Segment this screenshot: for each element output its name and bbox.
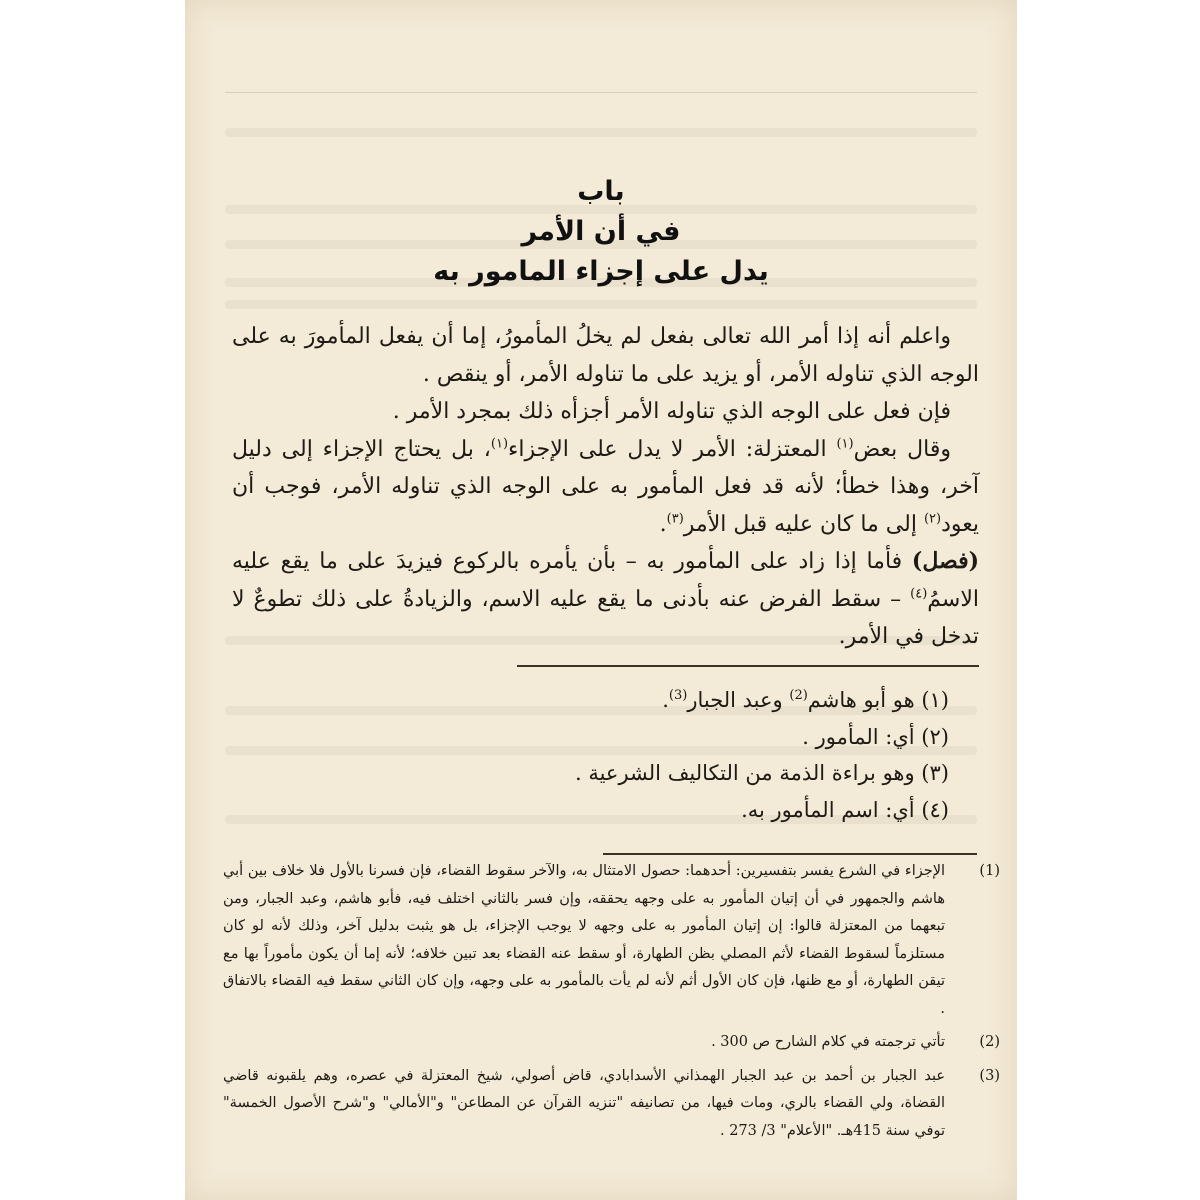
note-1-text: . [662, 688, 669, 712]
book-page [185, 0, 1017, 1200]
footnote-marker: (٣) [666, 511, 684, 527]
bleed-through-line [225, 300, 977, 309]
main-text [232, 318, 979, 656]
footnote-2 [223, 1029, 1000, 1057]
heading-line-1: باب [577, 176, 625, 207]
footnote-marker: (3) [668, 688, 688, 703]
paragraph-3-text: وقال بعض [853, 436, 951, 462]
heading-line-2: في أن الأمر [521, 216, 681, 247]
section-label: (فصل) [911, 548, 979, 574]
paragraph-4 [232, 543, 979, 656]
footnote-marker: (١) [490, 436, 509, 452]
paragraph-2: فإن فعل على الوجه الذي تناوله الأمر أجزأه ذلك بمجرد الأمر . [392, 399, 951, 424]
chapter-heading [185, 172, 1017, 292]
heading-line-3: يدل على إجزاء المامور به [433, 256, 769, 287]
footnote-number: (3) [979, 1067, 1000, 1084]
footnotes-divider [603, 853, 977, 855]
note-4: (٤) أي: اسم المأمور به. [741, 797, 949, 822]
paragraph-3-text: المعتزلة: الأمر لا يدل على الإجزاء [508, 436, 837, 462]
footnote-1 [223, 858, 1000, 1023]
paragraph-3-text: إلى ما كان عليه قبل الأمر [683, 511, 924, 537]
note-1-text: وعبد الجبار [687, 688, 790, 712]
footnote-3 [223, 1063, 1000, 1146]
notes-divider [517, 665, 979, 667]
footnote-marker: (2) [789, 688, 808, 703]
footnote-marker: (١) [836, 436, 854, 452]
note-1 [405, 682, 949, 719]
paragraph-3-text: . [659, 511, 667, 537]
note-3: (٣) وهو براءة الذمة من التكاليف الشرعية . [574, 761, 949, 786]
note-2: (٢) أي: المأمور . [802, 724, 949, 749]
footnote-marker: (٢) [923, 511, 942, 527]
footnote-marker: (٤) [910, 586, 928, 602]
paragraph-3-text: ، بل يحتاج الإجزاء إلى دليل آخر، وهذا خطأ؛ لأنه قد فعل المأمور به على الوجه الذي تناوله الأمر، فوجب أن يعود [232, 436, 979, 537]
footnote-text: الإجزاء في الشرع يفسر بتفسيرين: أحدهما: حصول الامتثال به، والآخر سقوط القضاء، فإن فسرنا بالأول فلا خلاف بين أبي هاشم والجمهور في أن إتيان المأمور به على وجهه يحققه، وإن فسر بالثاني اختلف فيه، فأبو هاشم، وعبد الجبار، ومن تبعهما من المعتزلة قالوا: إن إتيان المأمور به على وجهه لا يوجب الإجزاء، بل هو يثبت بدليل آخر، وذلك لأنه لو كان مستلزماً لسقوط القضاء لأثم المصلي بظن الطهارة، أو سقط عنه القضاء بعد تبين خلافه؛ لأنه إما أن يكون مأموراً بها مع تيقن الطهارة، أو مع ظنها، فإن كان الأول أثم لأنه لم يأت بالمأمور به على وجهه، وإن كان الثاني سقط فيه القضاء بالاتفاق . [223, 863, 945, 1017]
paragraph-3 [232, 431, 979, 544]
paragraph-4-text: فأما إذا زاد على المأمور به – بأن يأمره بالركوع فيزيدَ على ما يقع عليه الاسمُ [232, 549, 979, 612]
commentary-notes [405, 682, 949, 828]
bleed-through-header-rule [225, 92, 977, 93]
note-1-text: (١) هو أبو هاشم [807, 688, 949, 712]
paragraph-1: واعلم أنه إذا أمر الله تعالى بفعل لم يخلُ المأمورُ، إما أن يفعل المأمورَ به على الوجه الذي تناوله الأمر، أو يزيد على ما تناوله الأمر، أو ينقص . [232, 324, 979, 387]
paragraph-4-text: – سقط الفرض عنه بأدنى ما يقع عليه الاسم، والزيادةُ على ذلك تطوعٌ لا تدخل في الأمر. [232, 586, 979, 649]
footnote-number: (2) [979, 1034, 1000, 1050]
footnote-text: تأتي ترجمته في كلام الشارح ص 300 . [711, 1034, 945, 1050]
editor-footnotes [223, 858, 1000, 1145]
bleed-through-line [225, 128, 977, 137]
footnote-number: (1) [979, 863, 1000, 879]
footnote-text: عبد الجبار بن أحمد بن عبد الجبار الهمذاني الأسدابادي، قاض أصولي، شيخ المعتزلة في عصره، وهم يلقبونه قاضي القضاة، ولي القضاء بالري، ومات فيها، من تصانيفه "تنزيه القرآن عن المطاعن" و"الأمالي" و"شرح الأصول الخمسة" توفي سنة 415هـ. "الأعلام" 3/ 273 . [223, 1067, 945, 1139]
